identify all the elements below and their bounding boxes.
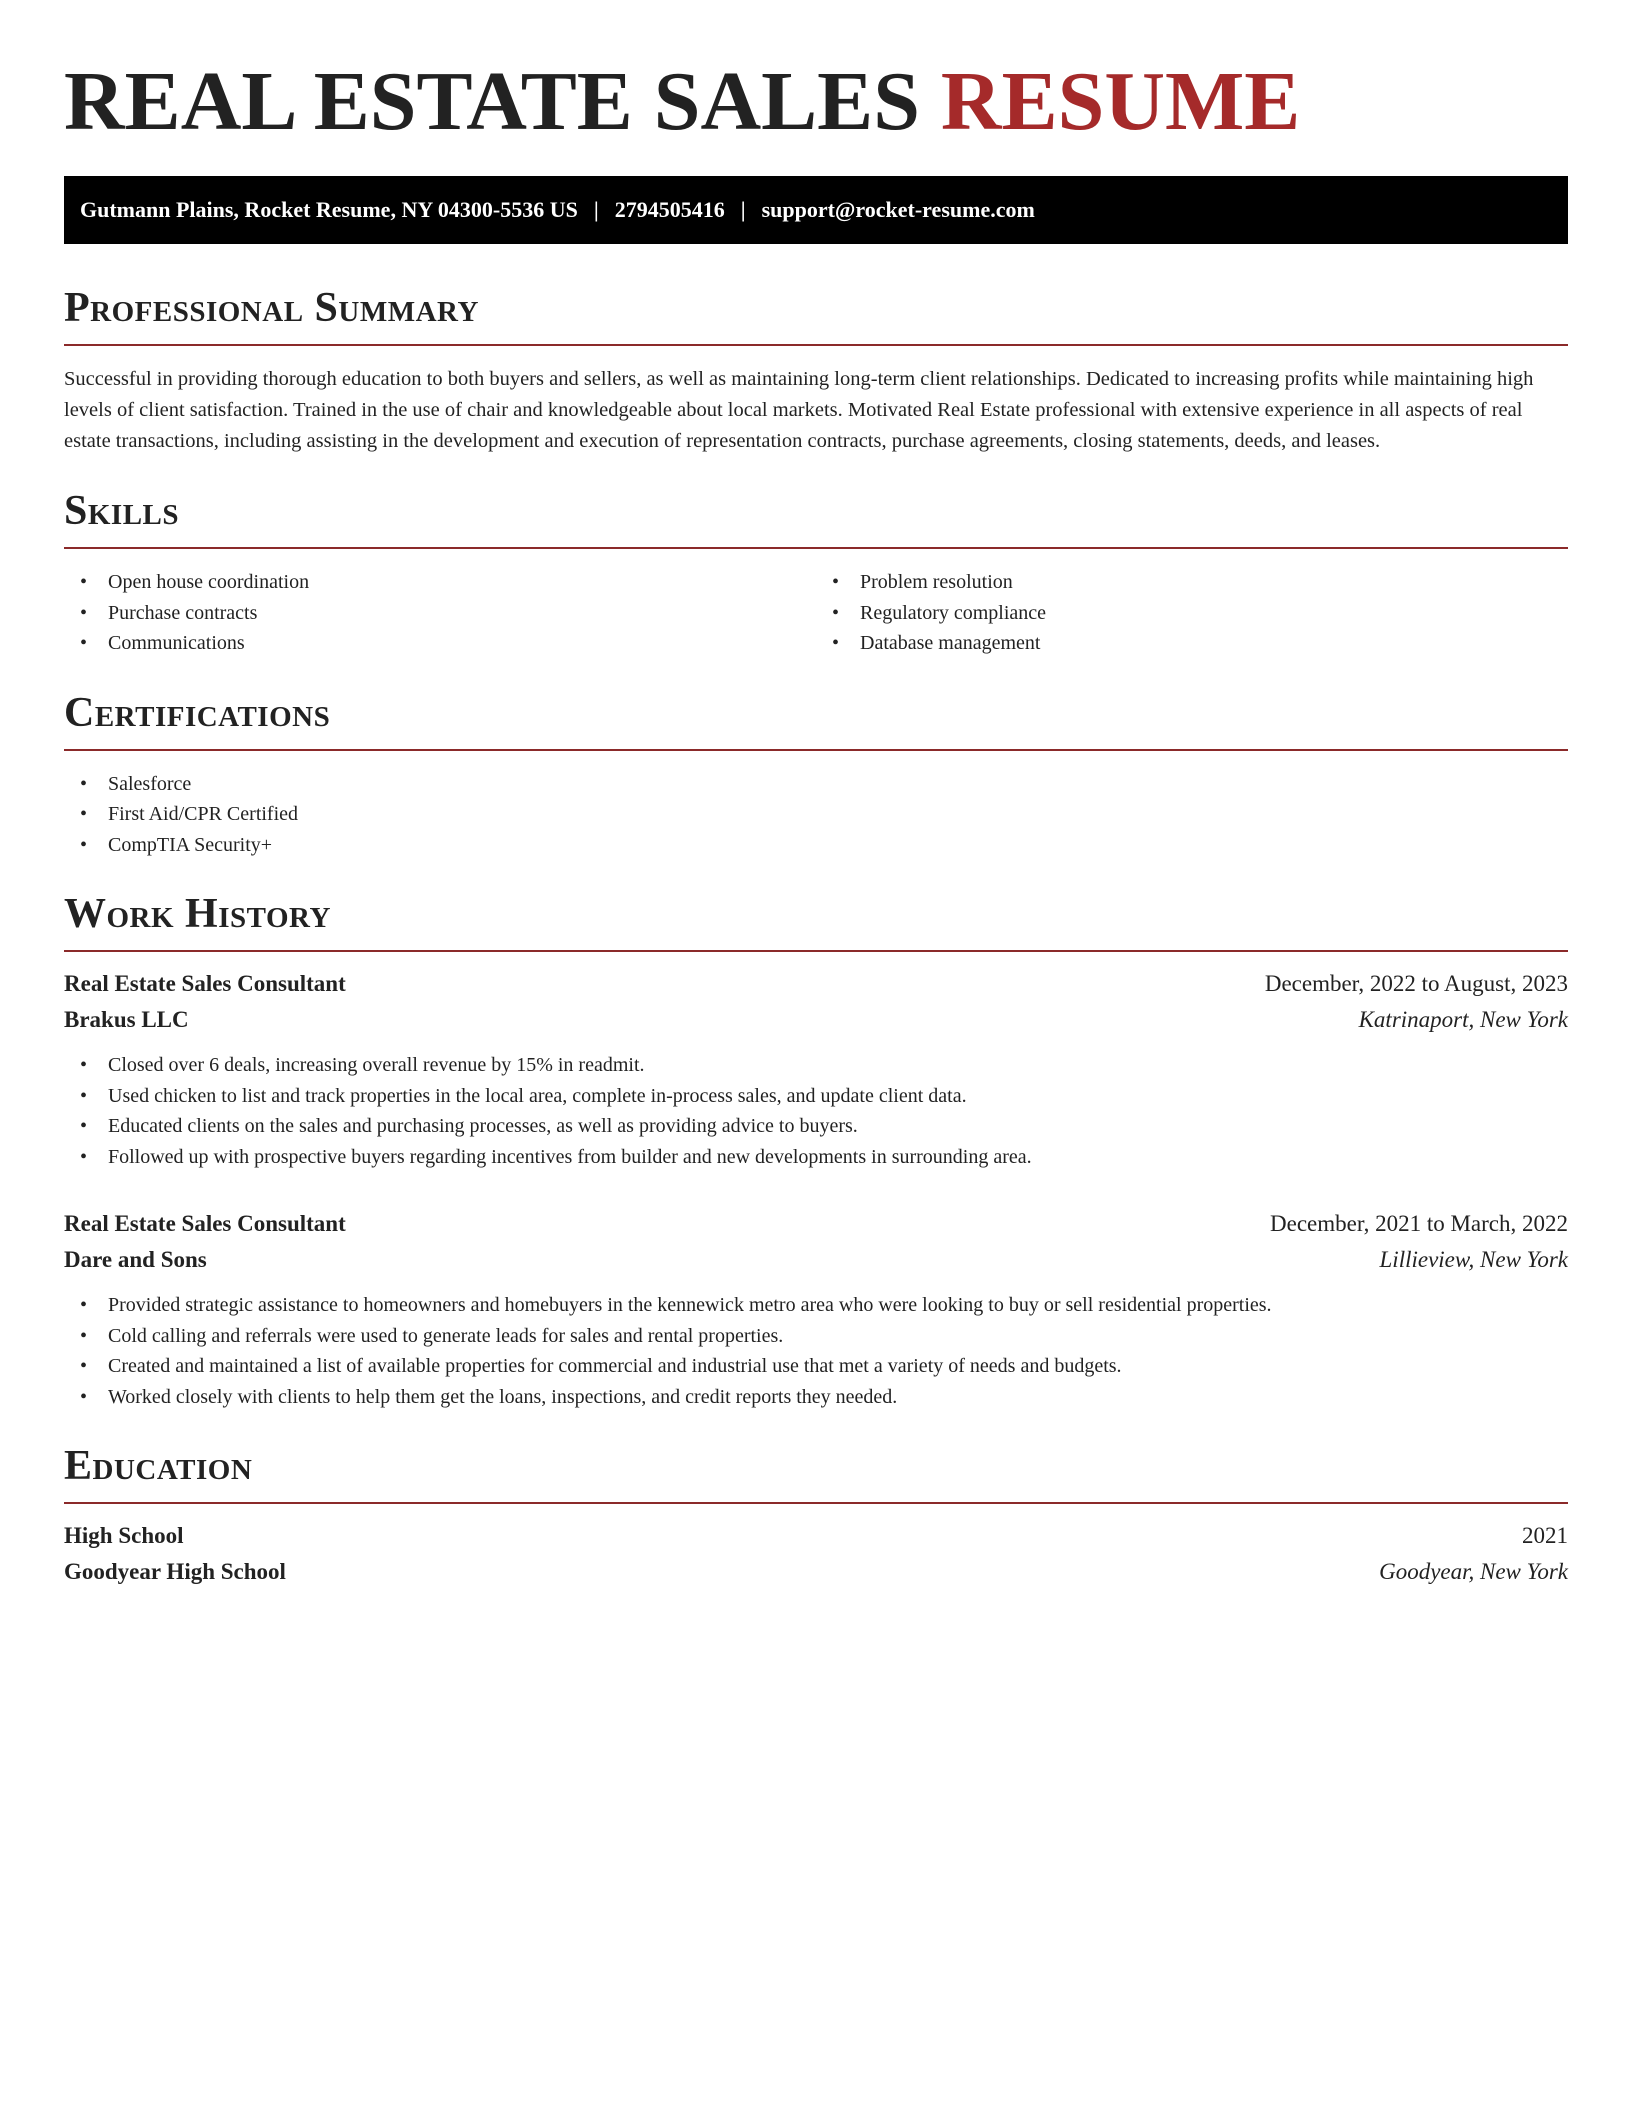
skill-item: • Database management xyxy=(832,628,1568,659)
skill-item: • Communications xyxy=(80,628,816,659)
section-heading-work-history: Work History xyxy=(64,891,331,937)
summary-section xyxy=(64,284,1568,457)
education-school: Goodyear High School xyxy=(64,1559,286,1584)
skill-item: • Regulatory compliance xyxy=(832,598,1568,629)
skill-item: • Purchase contracts xyxy=(80,598,816,629)
summary-text: Successful in providing thorough education to both buyers and sellers, as well as maintaining long-term client relationships. Dedicated to increasing profits while maintaining high levels of client satisfaction. Trained in the use of chair and knowledgeable about local markets. Motivated Real Estate professional with extensive experience in all aspects of real estate transactions, including assisting in the development and execution of representation contracts, purchase agreements, closing statements, deeds, and leases. xyxy=(64,368,1534,452)
section-heading-summary: Professional Summary xyxy=(64,285,479,331)
job-company-row xyxy=(64,1242,1568,1278)
job-company: Dare and Sons xyxy=(64,1247,207,1272)
job-bullet: • Worked closely with clients to help them get the loans, inspections, and credit reports they needed. xyxy=(80,1382,1568,1413)
skills-list-right xyxy=(816,567,1568,659)
job-dates: December, 2022 to August, 2023 xyxy=(1264,971,1568,996)
resume-title-main: REAL ESTATE SALES xyxy=(64,55,920,148)
job-location: Katrinaport, New York xyxy=(1358,1007,1568,1032)
certifications-list xyxy=(64,769,1568,861)
section-divider xyxy=(64,344,1568,346)
job-bullet: • Used chicken to list and track properties in the local area, complete in-process sales, and update client data. xyxy=(80,1081,1568,1112)
job-bullet: • Cold calling and referrals were used to generate leads for sales and rental properties. xyxy=(80,1321,1568,1352)
education-location: Goodyear, New York xyxy=(1379,1559,1568,1584)
job-bullet: • Educated clients on the sales and purchasing processes, as well as providing advice to buyers. xyxy=(80,1111,1568,1142)
job-bullet: • Provided strategic assistance to homeowners and homebuyers in the kennewick metro area who were looking to buy or sell residential properties. xyxy=(80,1290,1568,1321)
skill-item: • Problem resolution xyxy=(832,567,1568,598)
job-location: Lillieview, New York xyxy=(1379,1247,1568,1272)
contact-email: support@rocket-resume.com xyxy=(761,197,1035,222)
job-bullets xyxy=(64,1050,1568,1172)
job-header-row xyxy=(64,966,1568,1002)
job-title: Real Estate Sales Consultant xyxy=(64,1211,346,1236)
job-bullets xyxy=(64,1290,1568,1412)
section-heading-education: Education xyxy=(64,1443,253,1489)
contact-separator: | xyxy=(740,197,746,222)
job-bullet: • Created and maintained a list of available properties for commercial and industrial use that met a variety of needs and budgets. xyxy=(80,1351,1568,1382)
education-header-row xyxy=(64,1518,1568,1554)
job-entry xyxy=(64,1206,1568,1412)
skills-list-left xyxy=(64,567,816,659)
skills-grid xyxy=(64,567,1568,659)
education-degree: High School xyxy=(64,1523,184,1548)
section-heading-skills: Skills xyxy=(64,488,180,534)
certifications-section xyxy=(64,689,1568,861)
work-history-section xyxy=(64,890,1568,1412)
certification-item: • First Aid/CPR Certified xyxy=(80,799,1568,830)
skill-item: • Open house coordination xyxy=(80,567,816,598)
contact-phone: 2794505416 xyxy=(614,197,725,222)
job-dates: December, 2021 to March, 2022 xyxy=(1270,1211,1568,1236)
section-divider xyxy=(64,547,1568,549)
contact-address: Gutmann Plains, Rocket Resume, NY 04300-5536 US xyxy=(80,197,578,222)
job-company-row xyxy=(64,1002,1568,1038)
section-divider xyxy=(64,1502,1568,1504)
education-school-row xyxy=(64,1554,1568,1590)
section-divider xyxy=(64,950,1568,952)
contact-separator: | xyxy=(593,197,599,222)
job-title: Real Estate Sales Consultant xyxy=(64,971,346,996)
job-bullet: • Followed up with prospective buyers regarding incentives from builder and new developments in surrounding area. xyxy=(80,1142,1568,1173)
education-year: 2021 xyxy=(1522,1523,1568,1548)
certification-item: • CompTIA Security+ xyxy=(80,830,1568,861)
section-divider xyxy=(64,749,1568,751)
section-heading-certifications: Certifications xyxy=(64,689,331,736)
certification-item: • Salesforce xyxy=(80,769,1568,800)
job-bullet: • Closed over 6 deals, increasing overall revenue by 15% in readmit. xyxy=(80,1050,1568,1081)
job-company: Brakus LLC xyxy=(64,1007,189,1032)
skills-section xyxy=(64,487,1568,659)
job-header-row xyxy=(64,1206,1568,1242)
contact-bar xyxy=(64,176,1568,244)
resume-title-accent: RESUME xyxy=(940,55,1301,148)
job-entry xyxy=(64,966,1568,1172)
resume-title xyxy=(64,52,1568,152)
education-section xyxy=(64,1442,1568,1590)
